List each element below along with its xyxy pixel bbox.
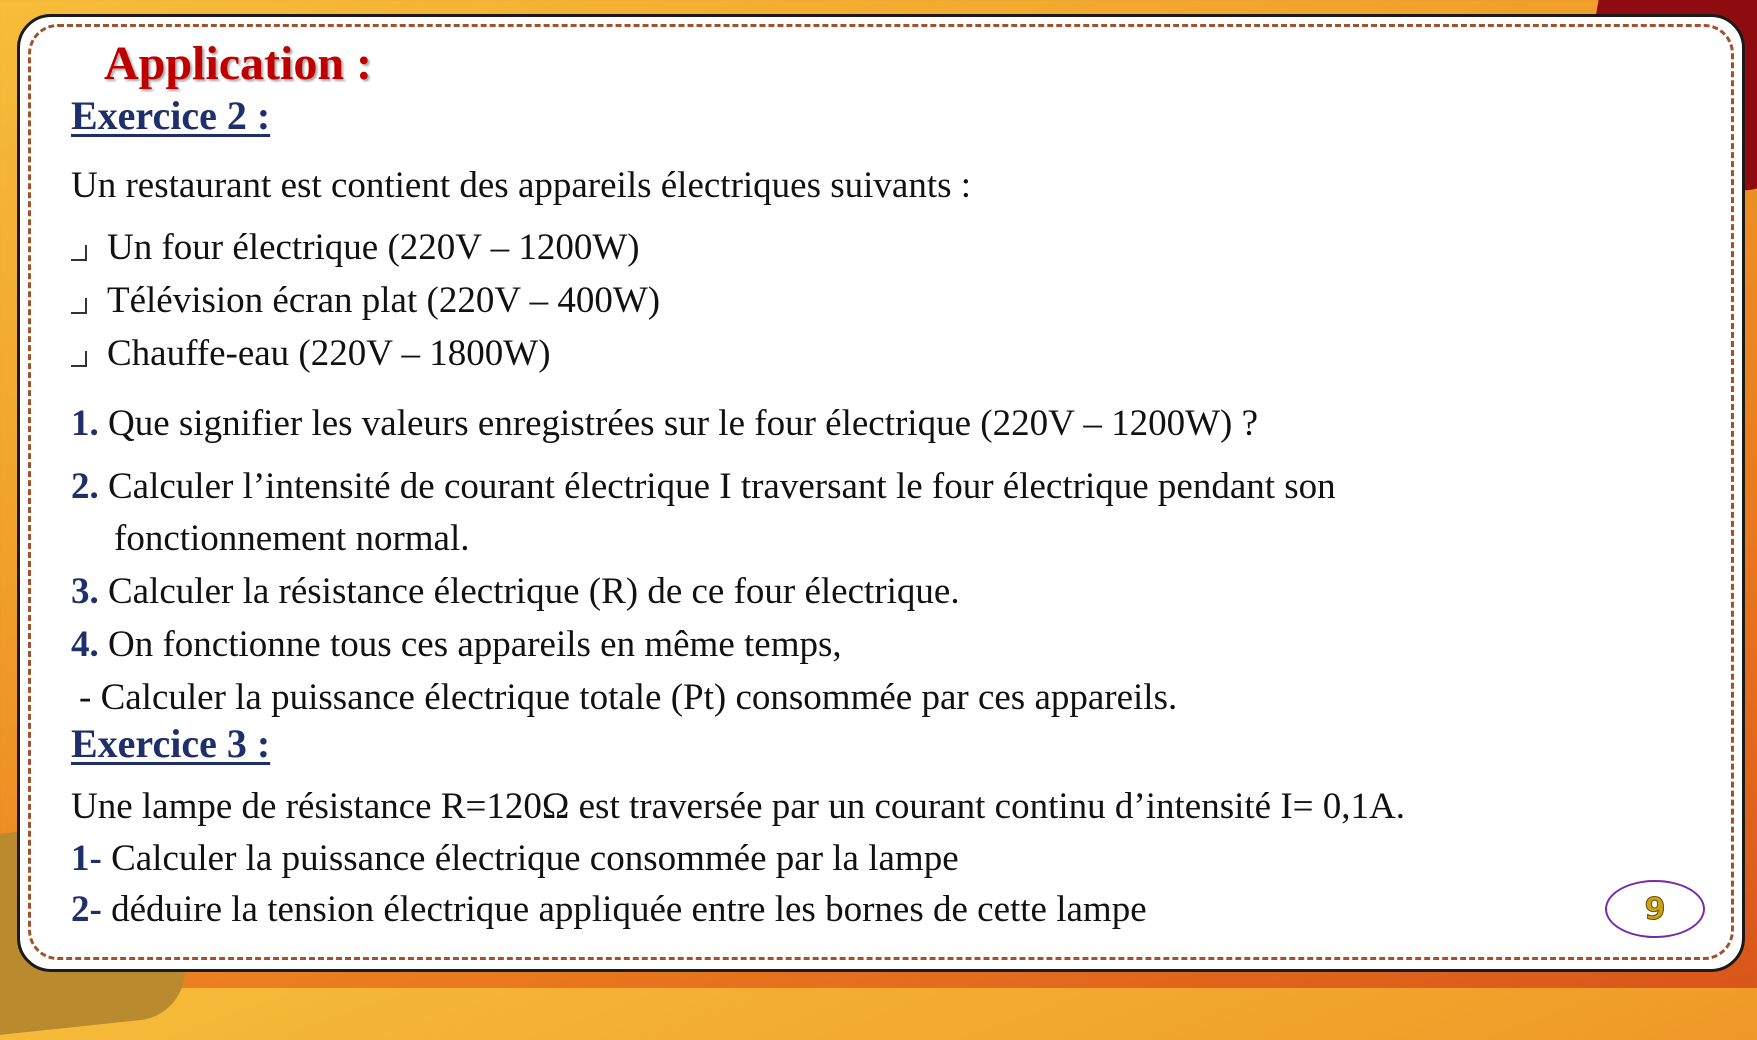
corner-bullet-icon	[71, 351, 87, 367]
question-text: Calculer la résistance électrique (R) de ce four électrique.	[108, 571, 960, 612]
question-text: On fonctionne tous ces appareils en même temps,	[108, 624, 842, 665]
question-number: 1.	[71, 403, 99, 444]
ex3-question-2	[71, 891, 1147, 928]
page-number: 9	[1644, 891, 1666, 927]
exercise-2-intro: Un restaurant est contient des appareils électriques suivants :	[71, 165, 972, 206]
question-number: 3.	[71, 571, 99, 612]
slide-title: Application :	[104, 37, 373, 90]
question-1	[71, 405, 1258, 442]
question-text: Calculer l’intensité de courant électrique I traversant le four électrique pendant son	[108, 466, 1336, 507]
appliance-label: Télévision écran plat (220V – 400W)	[107, 280, 661, 321]
question-number: 2-	[71, 889, 102, 930]
question-number: 1-	[71, 838, 102, 879]
question-number: 4.	[71, 624, 99, 665]
question-number: 2.	[71, 466, 99, 507]
question-2	[71, 468, 1336, 505]
question-3	[71, 573, 960, 610]
question-4-sub: - Calculer la puissance électrique totale (Pt) consommée par ces appareils.	[79, 677, 1178, 718]
corner-bullet-icon	[71, 298, 87, 314]
exercise-3-intro: Une lampe de résistance R=120Ω est traversée par un courant continu d’intensité I= 0,1A.	[71, 786, 1406, 827]
exercise-3-heading: Exercice 3 :	[71, 721, 271, 766]
appliance-label: Un four électrique (220V – 1200W)	[107, 227, 640, 268]
ex3-question-1	[71, 840, 959, 877]
corner-bullet-icon	[71, 245, 87, 261]
page-number-badge	[1605, 880, 1705, 938]
question-text: Que signifier les valeurs enregistrées sur le four électrique (220V – 1200W) ?	[108, 403, 1259, 444]
question-4	[71, 626, 842, 663]
appliance-item	[71, 282, 660, 319]
appliance-item	[71, 229, 640, 266]
exercise-2-heading: Exercice 2 :	[71, 93, 271, 138]
question-text: déduire la tension électrique appliquée entre les bornes de cette lampe	[111, 889, 1147, 930]
question-text: Calculer la puissance électrique consommée par la lampe	[111, 838, 959, 879]
appliance-label: Chauffe-eau (220V – 1800W)	[107, 333, 551, 374]
question-2-continuation: fonctionnement normal.	[114, 518, 470, 559]
appliance-item	[71, 335, 551, 372]
